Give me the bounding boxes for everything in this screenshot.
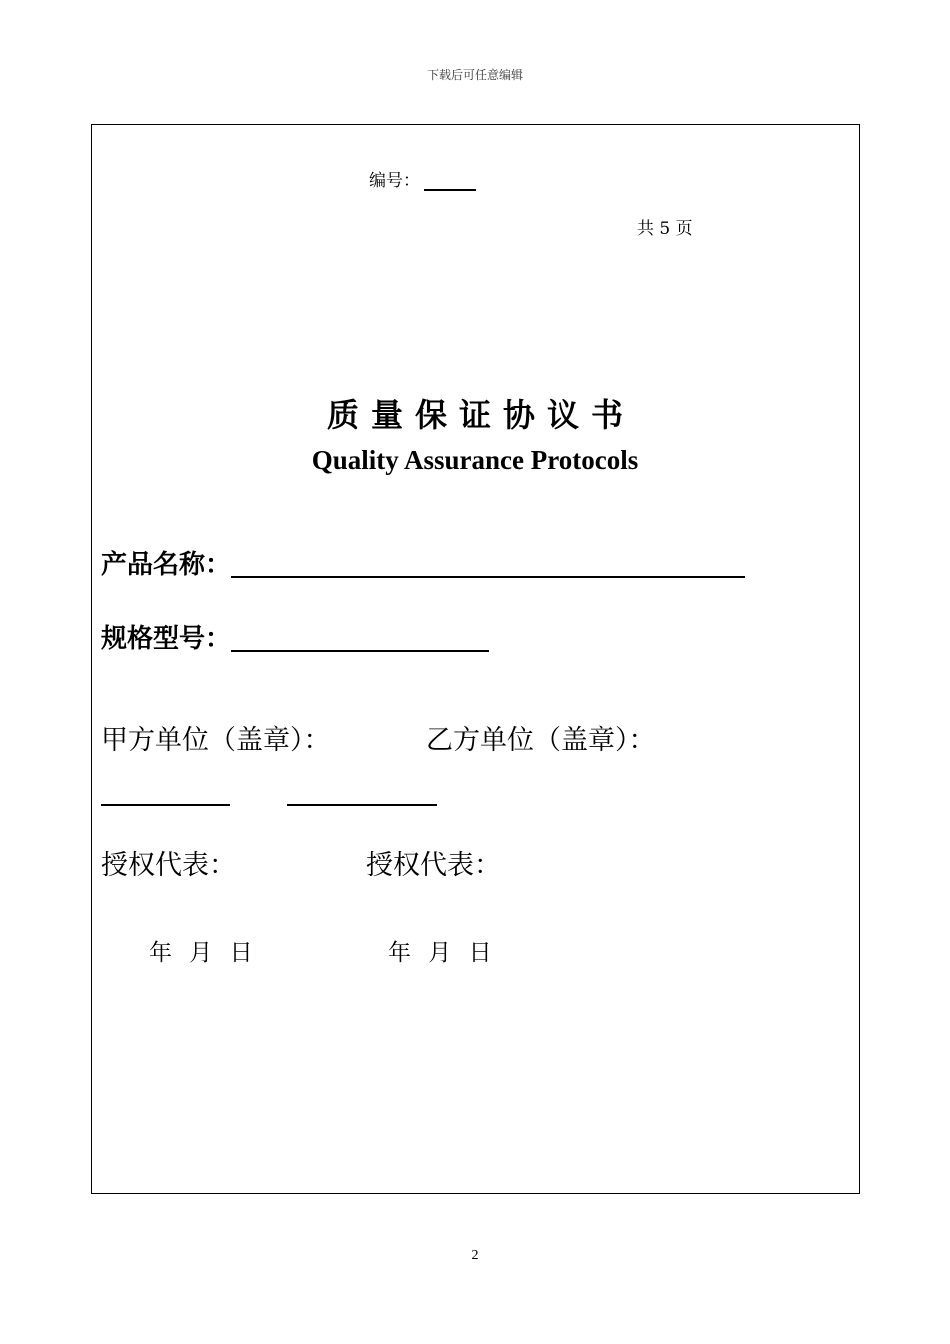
serial-number-label: 编号： xyxy=(369,171,420,191)
serial-number-row xyxy=(369,166,476,191)
total-pages: 共 5 页 xyxy=(637,219,693,239)
product-name-blank xyxy=(231,556,745,578)
party-b-label: 乙方单位（盖章）： xyxy=(426,725,656,756)
model-blank xyxy=(231,630,489,652)
document-frame xyxy=(91,124,860,1194)
download-note: 下载后可任意编辑 xyxy=(426,68,523,82)
page-number: 2 xyxy=(471,1248,479,1263)
model-row xyxy=(101,618,489,655)
party-b-date: 年 月 日 xyxy=(388,940,492,966)
party-b-blank xyxy=(287,804,437,806)
product-name-row xyxy=(101,544,745,581)
party-a-blank xyxy=(101,804,230,806)
party-a-representative-label: 授权代表： xyxy=(101,850,236,881)
serial-number-blank xyxy=(424,173,476,191)
product-name-label: 产品名称： xyxy=(101,550,232,580)
party-b-representative-label: 授权代表： xyxy=(366,850,501,881)
model-label: 规格型号： xyxy=(101,624,232,654)
document-title-chinese: 质量保证协议书 xyxy=(326,396,635,434)
party-a-label: 甲方单位（盖章）： xyxy=(101,725,331,756)
document-title-english: Quality Assurance Protocols xyxy=(311,445,639,475)
party-a-date: 年 月 日 xyxy=(149,940,253,966)
